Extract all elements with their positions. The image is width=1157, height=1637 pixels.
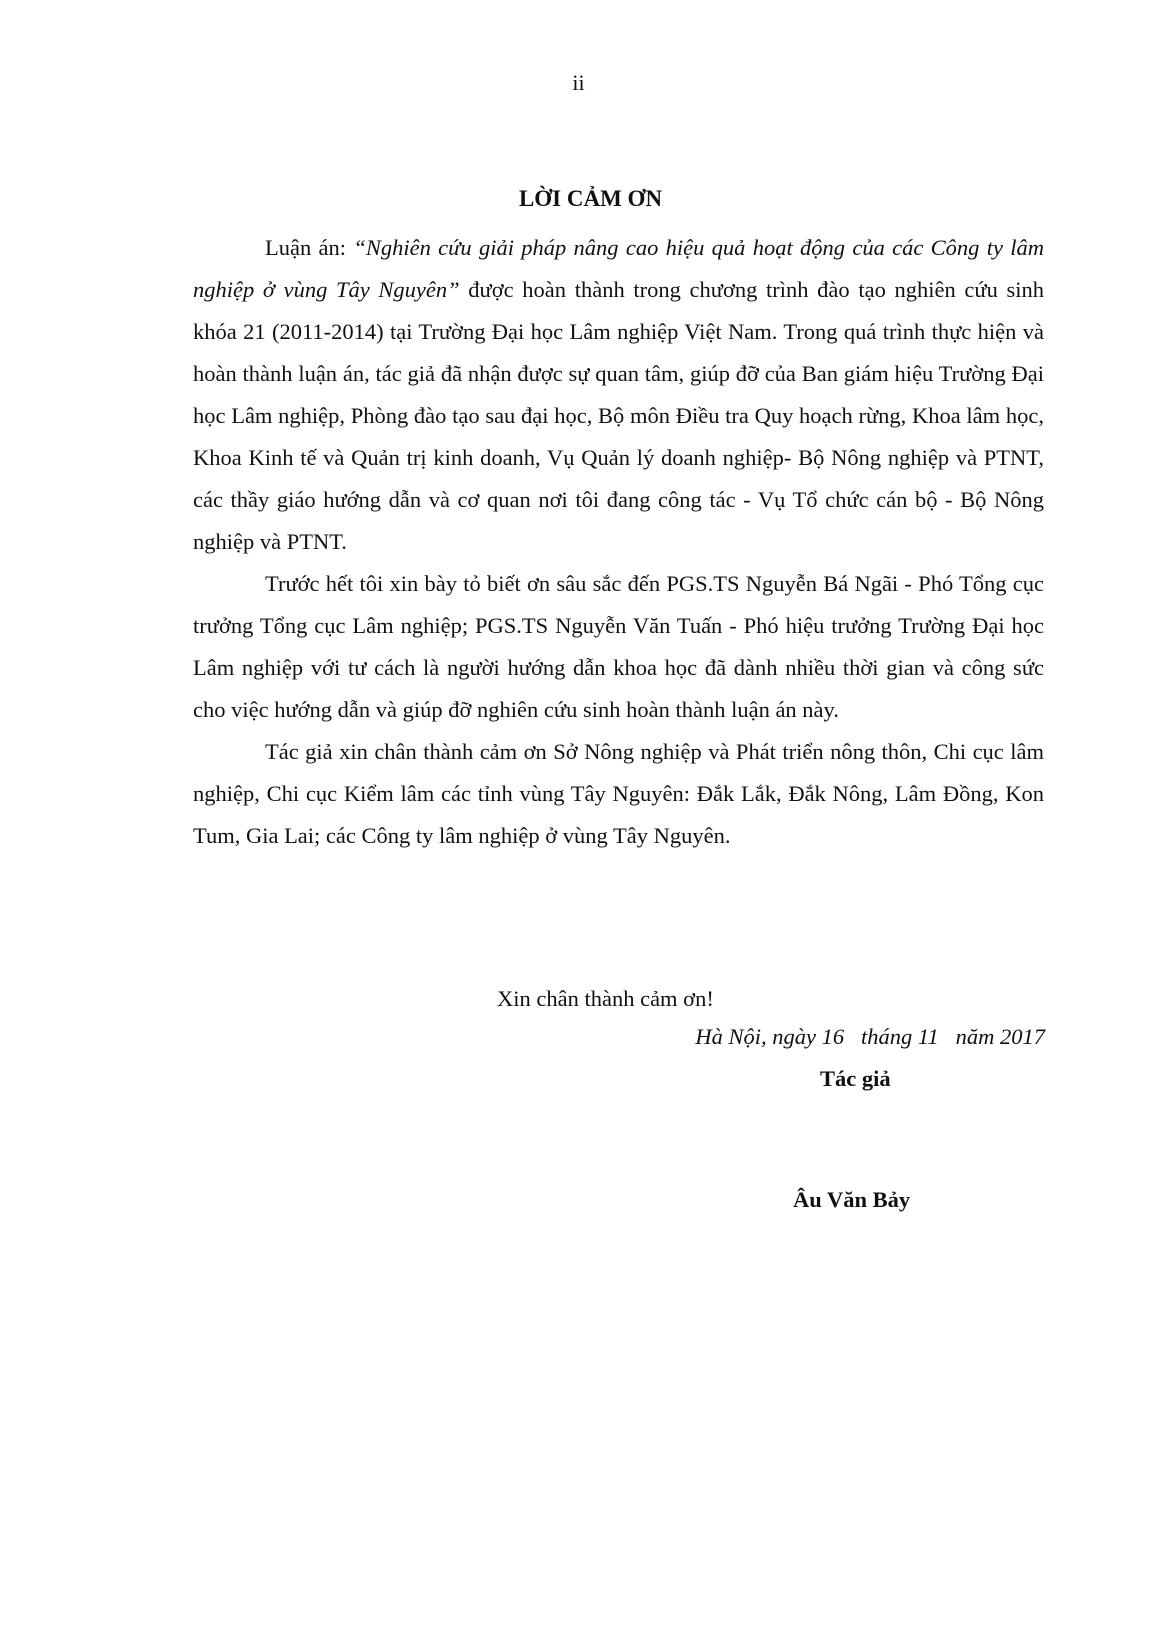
date-line: Hà Nội, ngày 16 tháng 11 năm 2017 — [695, 1024, 1045, 1049]
author-name: Âu Văn Bảy — [793, 1187, 911, 1212]
acknowledgement-body — [193, 227, 1044, 857]
thesis-title: “Nghiên cứu giải pháp nâng cao hiệu quả hoạt động của các Công ty lâm nghiệp ở vùng Tây Nguyên” — [193, 235, 1045, 302]
page-number: ii — [572, 70, 585, 95]
author-label: Tác giả — [820, 1066, 891, 1091]
paragraph-rest: được hoàn thành trong chương trình đào tạo nghiên cứu sinh khóa 21 (2011-2014) tại Trường Đại học Lâm nghiệp Việt Nam. Trong quá trình thực hiện và hoàn thành luận án, tác giả đã nhận được sự quan tâm, giúp đỡ của Ban giám hiệu Trường Đại học Lâm nghiệp, Phòng đào tạo sau đại học, Bộ môn Điều tra Quy hoạch rừng, Khoa lâm học, Khoa Kinh tế và Quản trị kinh doanh, Vụ Quản lý doanh nghiệp- Bộ Nông nghiệp và PTNT, các thầy giáo hướng dẫn và cơ quan nơi tôi đang công tác - Vụ Tổ chức cán bộ - Bộ Nông nghiệp và PTNT. — [193, 277, 1044, 554]
paragraph-thesis-intro — [193, 227, 1044, 563]
paragraph-institutions: Tác giả xin chân thành cảm ơn Sở Nông nghiệp và Phát triển nông thôn, Chi cục lâm nghiệp, Chi cục Kiểm lâm các tỉnh vùng Tây Nguyên: Đắk Lắk, Đắk Nông, Lâm Đồng, Kon Tum, Gia Lai; các Công ty lâm nghiệp ở vùng Tây Nguyên. — [193, 739, 1044, 848]
page-title: LỜI CẢM ƠN — [518, 186, 663, 211]
paragraph-supervisors: Trước hết tôi xin bày tỏ biết ơn sâu sắc đến PGS.TS Nguyễn Bá Ngãi - Phó Tổng cục trưởng Tổng cục Lâm nghiệp; PGS.TS Nguyễn Văn Tuấn - Phó hiệu trưởng Trường Đại học Lâm nghiệp với tư cách là người hướng dẫn khoa học đã dành nhiều thời gian và công sức cho việc hướng dẫn và giúp đỡ nghiên cứu sinh hoàn thành luận án này. — [193, 571, 1044, 722]
closing-thanks: Xin chân thành cảm ơn! — [497, 986, 714, 1011]
paragraph-lead: Luận án: — [265, 235, 354, 260]
